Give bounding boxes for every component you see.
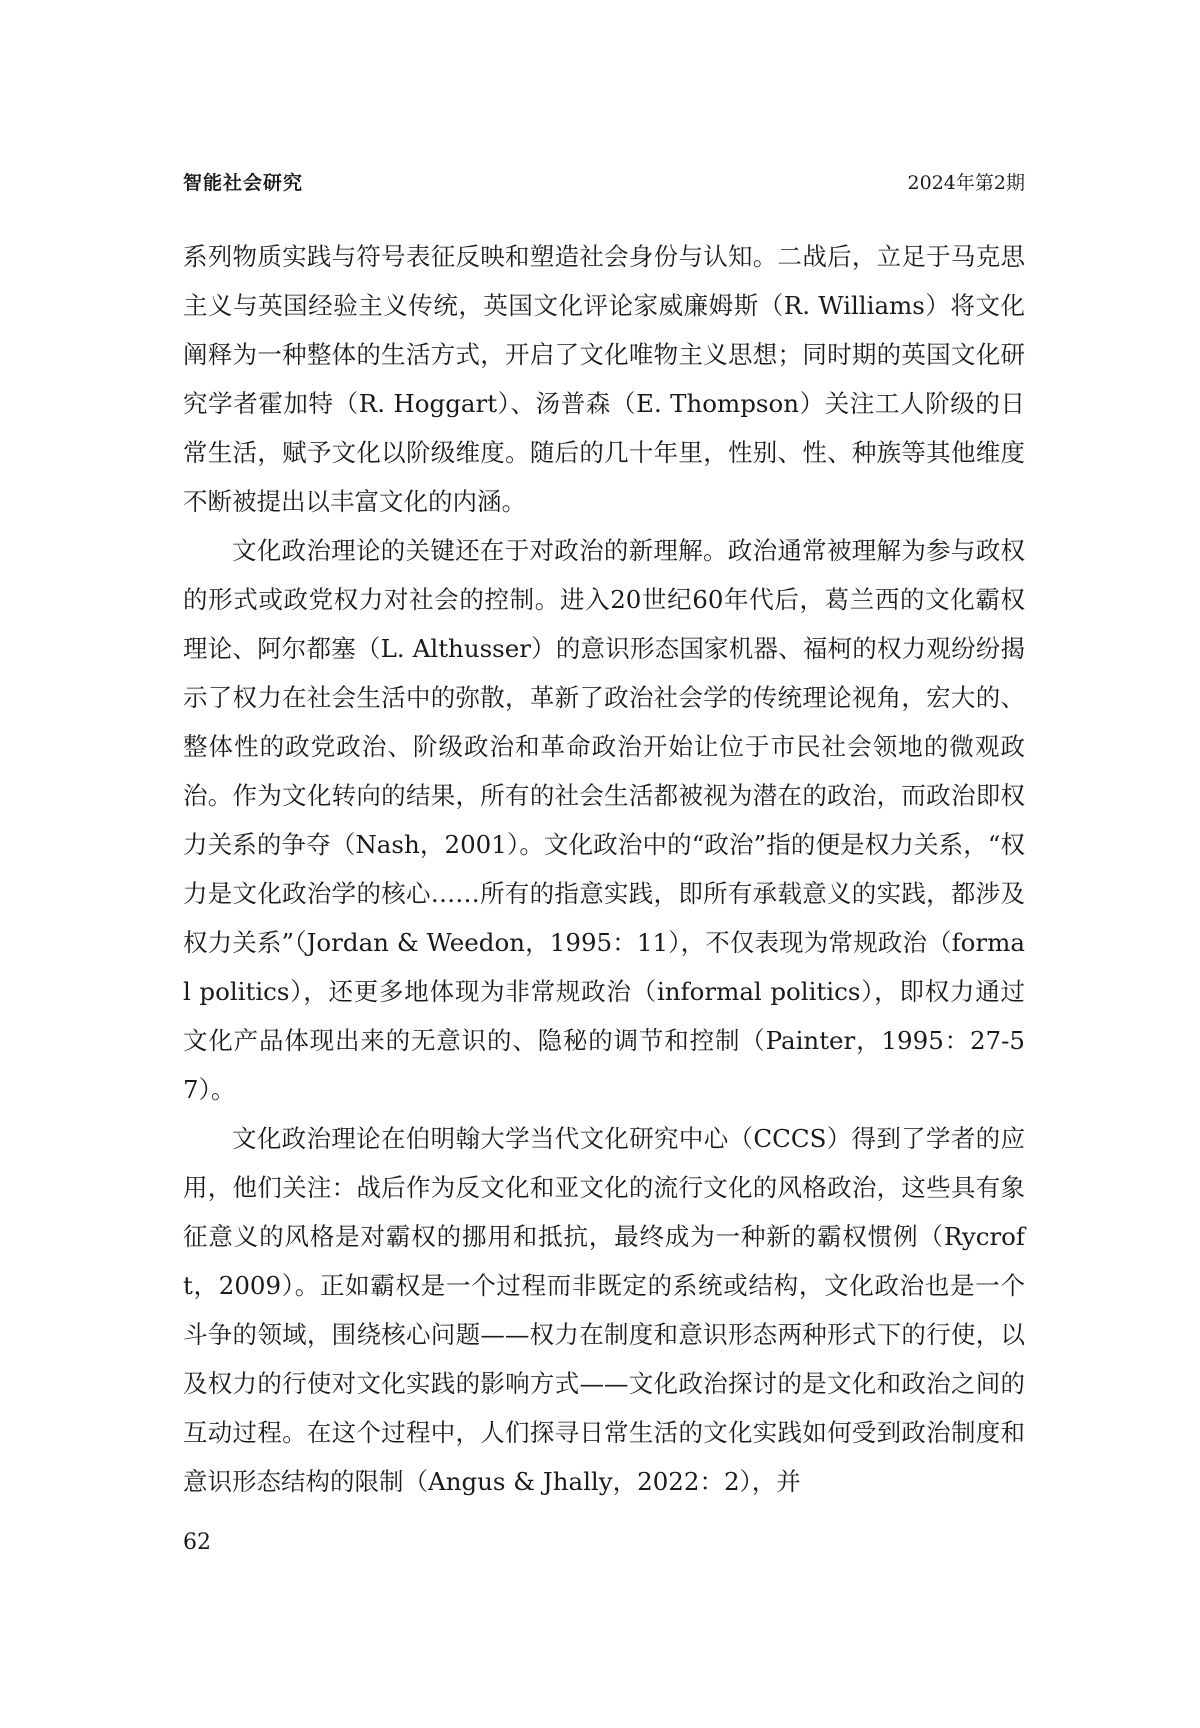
running-header (183, 168, 1025, 198)
issue-label: 2024年第2期 (907, 172, 1025, 194)
journal-name: 智能社会研究 (183, 172, 304, 194)
paragraph-cccs-application: 文化政治理论在伯明翰大学当代文化研究中心（CCCS）得到了学者的应用，他们关注：战后作为反文化和亚文化的流行文化的风格政治，这些具有象征意义的风格是对霸权的挪用和抵抗，最终成为一种新的霸权惯例（Rycroft，2009）。正如霸权是一个过程而非既定的系统或结构，文化政治也是一个斗争的领域，围绕核心问题——权力在制度和意识形态两种形式下的行使，以及权力的行使对文化实践的影响方式——文化政治探讨的是文化和政治之间的互动过程。在这个过程中，人们探寻日常生活的文化实践如何受到政治制度和意识形态结构的限制（Angus & Jhally，2022：2），并 (183, 1124, 1025, 1496)
body-text (183, 232, 1025, 1506)
paragraph-continuation: 系列物质实践与符号表征反映和塑造社会身份与认知。二战后，立足于马克思主义与英国经验主义传统，英国文化评论家威廉姆斯（R. Williams）将文化阐释为一种整体的生活方式，开启了文化唯物主义思想；同时期的英国文化研究学者霍加特（R. Hoggart）、汤普森（E. Thompson）关注工人阶级的日常生活，赋予文化以阶级维度。随后的几十年里，性别、性、种族等其他维度不断被提出以丰富文化的内涵。 (183, 242, 1025, 516)
page-number: 62 (183, 1530, 211, 1555)
paragraph-cultural-politics-theory: 文化政治理论的关键还在于对政治的新理解。政治通常被理解为参与政权的形式或政党权力对社会的控制。进入20世纪60年代后，葛兰西的文化霸权理论、阿尔都塞（L. Althusser）的意识形态国家机器、福柯的权力观纷纷揭示了权力在社会生活中的弥散，革新了政治社会学的传统理论视角，宏大的、整体性的政党政治、阶级政治和革命政治开始让位于市民社会领地的微观政治。作为文化转向的结果，所有的社会生活都被视为潜在的政治，而政治即权力关系的争夺（Nash，2001）。文化政治中的“政治”指的便是权力关系，“权力是文化政治学的核心……所有的指意实践，即所有承载意义的实践，都涉及权力关系”（Jordan & Weedon，1995：11），不仅表现为常规政治（formal politics），还更多地体现为非常规政治（informal politics），即权力通过文化产品体现出来的无意识的、隐秘的调节和控制（Painter，1995：27-57）。 (183, 536, 1025, 1104)
